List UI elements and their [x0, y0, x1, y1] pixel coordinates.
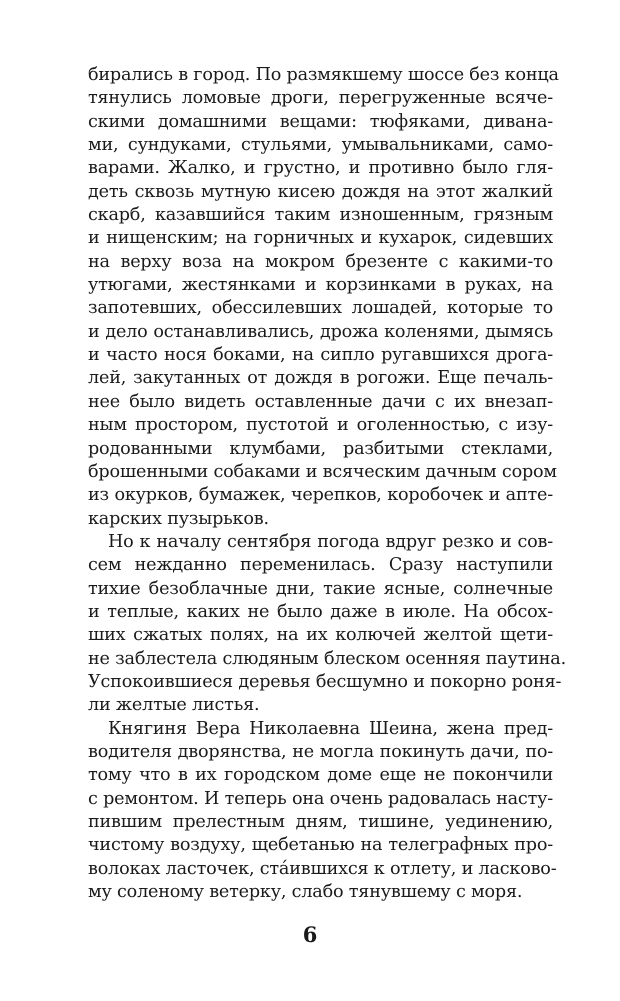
text-line: Княгиня Вера Николаевна Шеина, жена пред- — [108, 718, 553, 739]
text-line: на верху воза на мокром брезенте с какими-то — [88, 251, 553, 272]
text-line: тому что в их городском доме еще не покончили — [88, 765, 553, 786]
text-line: родованными клумбами, разбитыми стеклами, — [88, 438, 553, 459]
paragraph — [88, 531, 566, 718]
text-line: и дело останавливались, дрожа коленями, дымясь — [88, 321, 553, 342]
text-line: лей, закутанных от дождя в рогожи. Еще печаль- — [88, 368, 553, 389]
text-line: из окурков, бумажек, черепков, коробочек и апте- — [88, 485, 553, 506]
text-line: тянулись ломовые дроги, перегруженные всяче- — [88, 88, 553, 109]
text-line: ми, сундуками, стульями, умывальниками, само- — [88, 135, 553, 156]
paragraph — [88, 718, 557, 905]
text-line: деть сквозь мутную кисею дождя на этот жалкий — [88, 181, 553, 202]
text-line: и теплые, каких не было даже в июле. На обсох- — [88, 601, 553, 622]
text-line: утюгами, жестянками и корзинками в руках, на — [88, 275, 553, 296]
text-line: и нищенским; на горничных и кухарок, сидевших — [88, 228, 553, 249]
text-line: бирались в город. По размякшему шоссе без конца — [88, 65, 559, 85]
text-line: ли желтые листья. — [88, 695, 260, 716]
text-line: му соленому ветерку, слабо тянувшему с моря. — [88, 882, 523, 903]
text-line: тихие безоблачные дни, такие ясные, солнечные — [88, 578, 553, 599]
text-line: нее было видеть оставленные дачи с их внезап- — [88, 391, 553, 412]
text-line: с ремонтом. И теперь она очень радовалась насту- — [88, 788, 553, 809]
text-line: карских пузырьков. — [88, 508, 269, 529]
paragraph — [88, 64, 559, 531]
text-line: ших сжатых полях, на их колючей желтой щети- — [88, 625, 553, 646]
text-line: ным простором, пустотой и оголенностью, с изу- — [88, 415, 553, 436]
text-line: скарб, казавшийся таким изношенным, грязным — [88, 205, 553, 226]
text-line: и часто нося боками, на сипло ругавшихся дрога- — [88, 345, 553, 366]
text-line: Успокоившиеся деревья бесшумно и покорно роня- — [88, 671, 562, 692]
text-line: брошенными собаками и всяческим дачным сором — [88, 461, 557, 482]
text-line: чистому воздуху, щебетанью на телеграфных про- — [88, 835, 553, 856]
text-line: запотевших, обессилевших лошадей, которые то — [88, 298, 553, 319]
text-line: пившим прелестным дням, тишине, уединению, — [88, 812, 553, 832]
text-line: волоках ласточек, стáившихся к отлету, и ласково- — [88, 858, 557, 879]
page-body-text — [88, 64, 566, 904]
text-line: варами. Жалко, и грустно, и противно было гля- — [88, 158, 553, 179]
text-line: сем нежданно переменилась. Сразу наступили — [88, 555, 553, 576]
page-number: 6 — [302, 922, 318, 947]
text-line: не заблестела слюдяным блеском осенняя паутина. — [88, 648, 566, 669]
text-line: скими домашними вещами: тюфяками, дивана- — [88, 111, 553, 132]
text-line: водителя дворянства, не могла покинуть дачи, по- — [88, 741, 553, 762]
text-line: Но к началу сентября погода вдруг резко и сов- — [108, 531, 553, 552]
